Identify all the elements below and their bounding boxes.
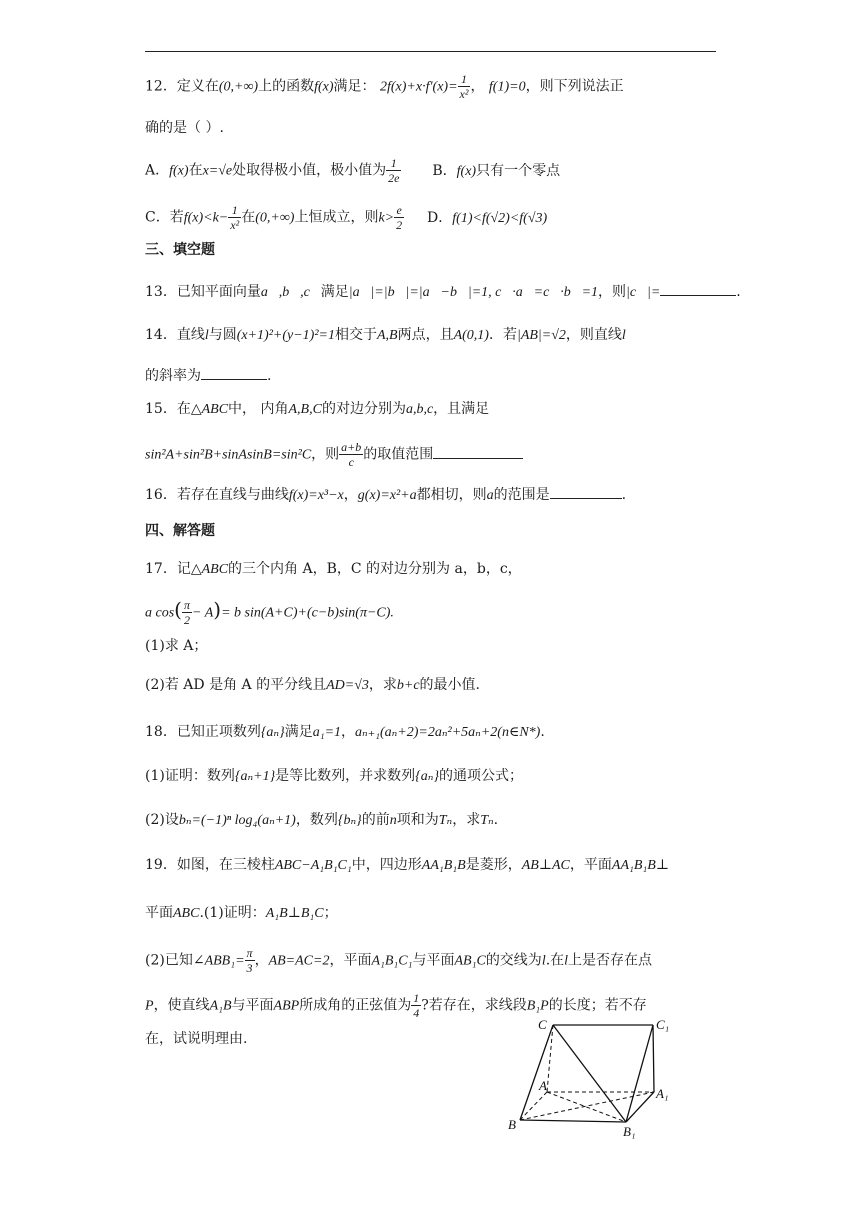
edge-C1-A1: [653, 1025, 654, 1092]
label-C1: C₁: [656, 1017, 670, 1032]
edge-A-B: [520, 1092, 547, 1120]
label-A1: A₁: [656, 1086, 669, 1101]
edge-B-A1: [520, 1092, 654, 1120]
edge-C-B1: [553, 1025, 626, 1122]
q14-line2: 的斜率为 .: [145, 365, 271, 386]
q17-line1: 17．记△ABC的三个内角 A，B，C 的对边分别为 a，b，c，: [145, 561, 522, 577]
q12-option-b: B．f(x)只有一个零点: [432, 162, 561, 179]
prism-figure: [498, 1012, 688, 1142]
q18-part2: (2)设bₙ=(−1)ⁿ log₄(aₙ+1)，数列{bₙ}的前n项和为Tₙ，求Tₙ.: [145, 812, 499, 828]
q18-part1: (1)证明：数列{aₙ+1}是等比数列，并求数列{aₙ}的通项公式；: [145, 768, 524, 784]
q17-equation: a cos( $\frac{\pi}{2}$ − A)= b sin(A+C)+(c−b)sin(π−C).: [145, 597, 394, 627]
q15-line2: sin²A+sin²B+sinAsinB=sin²C，则 $\frac{a+b}{c}$ 的取值范围: [145, 440, 523, 469]
answer-blank: [660, 281, 736, 296]
q16: 16．若存在直线与曲线f(x)=x³−x，g(x)=x²+a都相切，则a的范围是 .: [145, 484, 626, 506]
q19-line4: P，使直线A₁B与平面ABP所成角的正弦值为 $\frac{1}{4}$ ?若存在，求线段B₁P的长度；若不存: [145, 991, 647, 1020]
q14-line1: 14．直线l与圆(x+1)²+(y−1)²=1相交于A,B两点，且A(0,1)．若|AB|=√2，则直线l: [145, 327, 626, 343]
answer-blank: [433, 444, 523, 459]
q17-part2: (2)若 AD 是角 A 的平分线且AD=√3，求b+c的最小值.: [145, 677, 480, 693]
q12-option-a: A．f(x)在x=√e处取得极小值，极小值为 $\frac{1}{2e}$ B．f(x)只有一个零点: [145, 156, 561, 185]
q12-option-c: C．若f(x)<k− $\frac{1}{\text{x²}}$ 在(0,+∞)上恒成立，则k> $\frac{e}{2}$ D．f(1)<f(√2)<f(√3): [145, 203, 548, 232]
edge-C-B: [520, 1025, 553, 1120]
edge-B-B1: [520, 1120, 626, 1122]
q19-line3: (2)已知∠ABB₁= $\frac{\pi}{3}$ ，AB=AC=2，平面A₁B₁C₁与平面AB₁C的交线为l.在l上是否存在点: [145, 946, 653, 975]
q12-option-d: D．f(1)<f(√2)<f(√3): [427, 209, 548, 226]
top-rule: [145, 51, 716, 52]
fraction: $\frac{1}{\text{x²}}$: [459, 72, 469, 101]
label-C: C: [538, 1017, 547, 1032]
q15-line1: 15．在△ABC中， 内角A,B,C的对边分别为a,b,c，且满足: [145, 401, 490, 417]
label-B1: B₁: [623, 1124, 636, 1139]
section-fill-in: 三、填空题: [145, 242, 215, 258]
q19-line5: 在，试说明理由.: [145, 1031, 248, 1047]
q19-line1: 19．如图，在三棱柱ABC−A₁B₁C₁中，四边形AA₁B₁B是菱形，AB⊥AC，平面AA₁B₁B⊥: [145, 857, 670, 873]
q19-line2: 平面ABC.(1)证明：A₁B⊥B₁C；: [145, 905, 338, 921]
label-B: B: [508, 1117, 516, 1132]
q18-line1: 18．已知正项数列{aₙ}满足a₁=1，aₙ₊₁(aₙ+2)=2aₙ²+5aₙ+2(n∈N*).: [145, 724, 545, 740]
q12-line2: 确的是（ ）.: [145, 120, 224, 136]
q12-line1: 12．定义在(0,+∞)上的函数f(x)满足： 2f(x)+x·f′(x)= $\frac{1}{\text{x²}}$ ， f(1)=0，则下列说法正: [145, 72, 624, 101]
section-solutions: 四、解答题: [145, 523, 215, 539]
q17-part1: (1)求 A；: [145, 638, 208, 654]
answer-blank: [201, 365, 267, 380]
answer-blank: [550, 484, 622, 499]
q13: 13．已知平面向量a⃗,b⃗,c⃗满足|a⃗|=|b⃗|=|a⃗−b⃗|=1, c⃗·a⃗=c⃗·b⃗=1，则|c⃗|= .: [145, 281, 741, 303]
label-A: A: [539, 1078, 547, 1093]
